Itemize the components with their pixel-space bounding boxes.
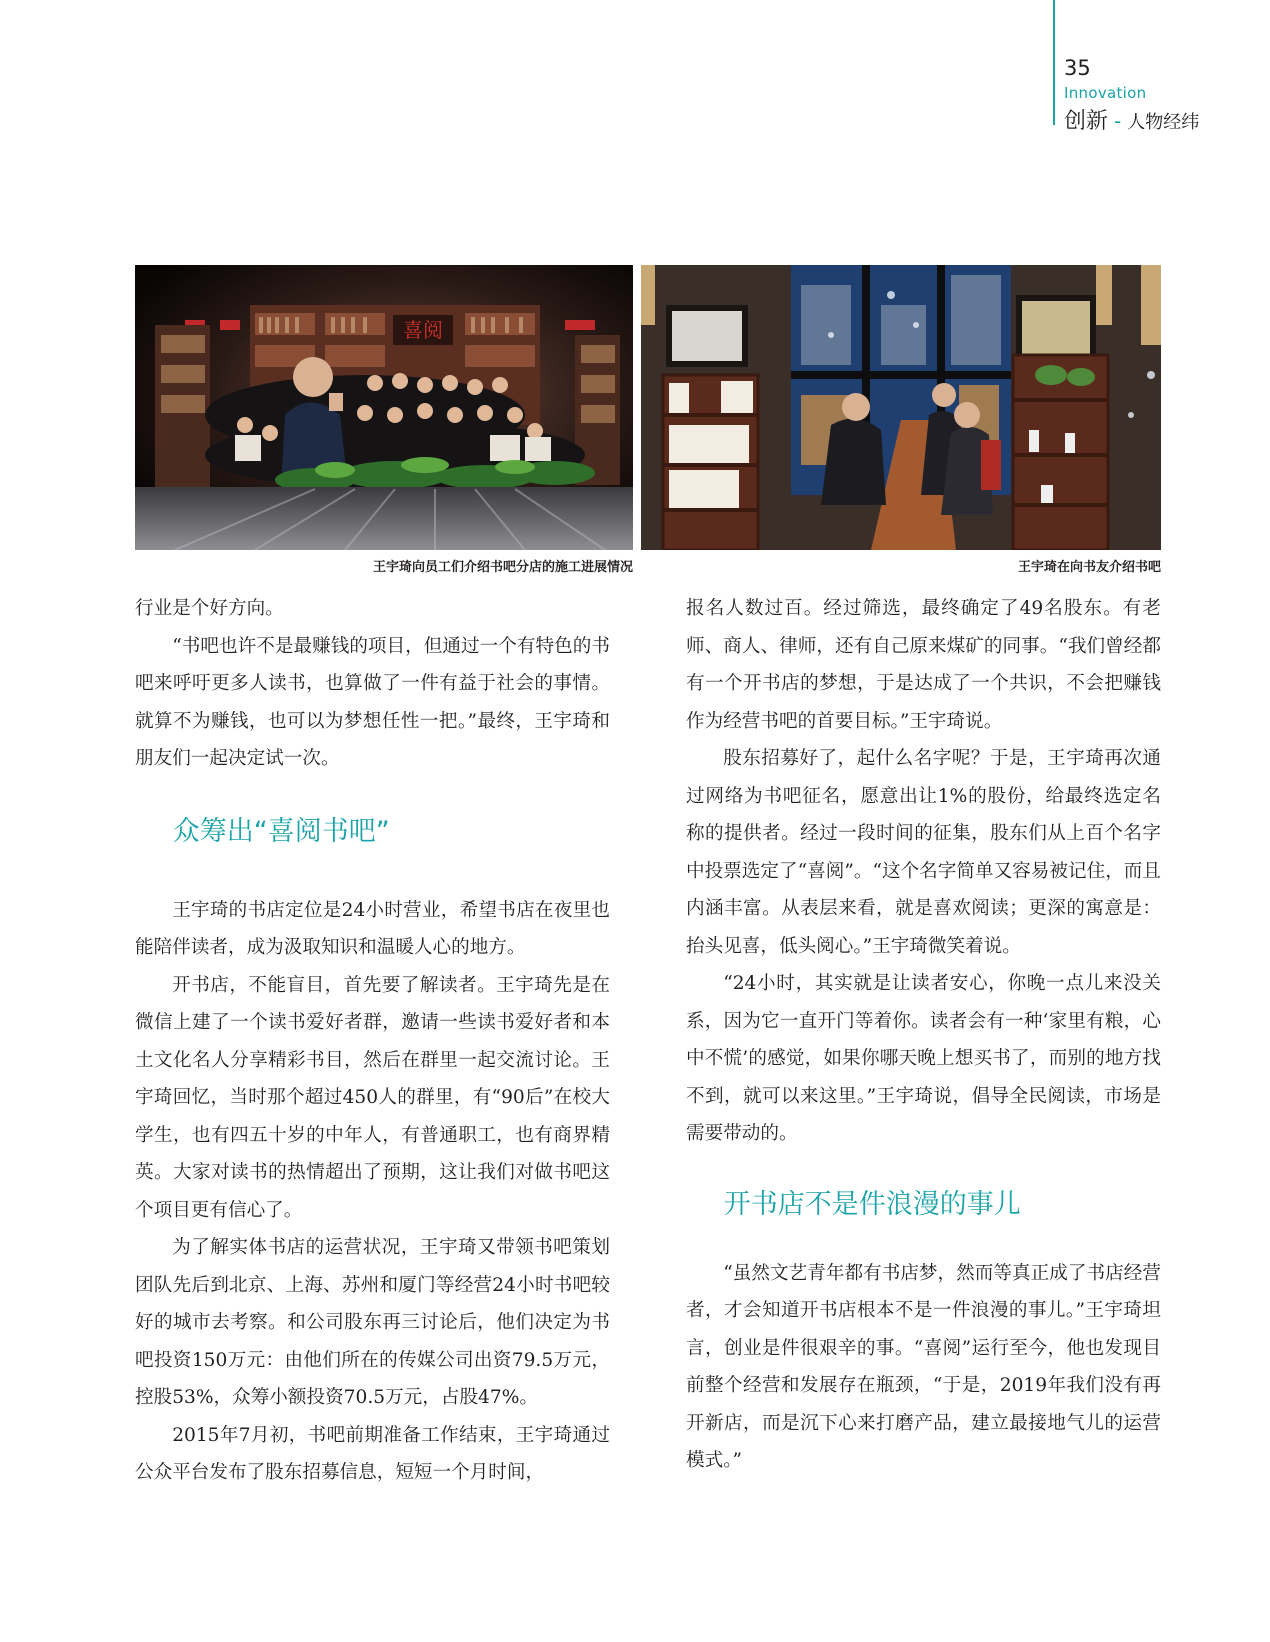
paragraph: 2015年7月初，书吧前期准备工作结束，王宇琦通过公众平台发布了股东招募信息，短短一个月时间，	[135, 1424, 610, 1483]
bookstore-sign-text: 喜阅	[403, 318, 443, 342]
article-column-right	[686, 590, 1161, 1480]
section-heading: 开书店不是件浪漫的事儿	[723, 1188, 1021, 1220]
photo-caption-2: 王宇琦在向书友介绍书吧	[1017, 560, 1161, 575]
page-number: 35	[1064, 56, 1091, 80]
paragraph: 行业是个好方向。	[135, 598, 284, 619]
photo-caption-1: 王宇琦向员工们介绍书吧分店的施工进展情况	[372, 560, 633, 575]
paragraph: “24小时，其实就是让读者安心，你晚一点儿来没关系，因为它一直开门等着你。读者会有一种‘家里有粮，心中不慌’的感觉，如果你哪天晚上想买书了，而别的地方找不到，就可以来这里。”王宇琦说，倡导全民阅读，市场是需要带动的。	[686, 973, 1161, 1144]
section-heading: 众筹出“喜阅书吧”	[172, 815, 390, 847]
section-cn: 创新	[1064, 109, 1109, 134]
paragraph: “书吧也许不是最赚钱的项目，但通过一个有特色的书吧来呼吁更多人读书，也算做了一件有益于社会的事情。就算不为赚钱，也可以为梦想任性一把。”最终，王宇琦和朋友们一起决定试一次。	[135, 635, 610, 769]
section-separator: -	[1114, 109, 1122, 133]
magazine-section-en: Innovation	[1064, 84, 1147, 102]
header-divider-line	[1053, 0, 1055, 125]
paragraph: “虽然文艺青年都有书店梦，然而等真正成了书店经营者，才会知道开书店根本不是一件浪漫的事儿。”王宇琦坦言，创业是件很艰辛的事。“喜阅”运行至今，他也发现目前整个经营和发展存在瓶颈，“于是，2019年我们没有再开新店，而是沉下心来打磨产品，建立最接地气儿的运营模式。”	[686, 1262, 1161, 1471]
subsection-cn: 人物经纬	[1127, 112, 1200, 133]
article-column-left	[135, 590, 610, 1492]
photo-book-friends	[641, 265, 1161, 550]
paragraph: 王宇琦的书店定位是24小时营业，希望书店在夜里也能陪伴读者，成为汲取知识和温暖人心的地方。	[135, 899, 610, 958]
photo-book-friends-illustration	[641, 265, 1161, 550]
paragraph: 报名人数过百。经过筛选，最终确定了49名股东。有老师、商人、律师，还有自己原来煤矿的同事。“我们曾经都有一个开书店的梦想，于是达成了一个共识，不会把赚钱作为经营书吧的首要目标。”王宇琦说。	[686, 598, 1161, 732]
photo-staff-meeting-illustration	[135, 265, 633, 550]
paragraph: 开书店，不能盲目，首先要了解读者。王宇琦先是在微信上建了一个读书爱好者群，邀请一些读书爱好者和本土文化名人分享精彩书目，然后在群里一起交流讨论。王宇琦回忆，当时那个超过450人的群里，有“90后”在校大学生，也有四五十岁的中年人，有普通职工，也有商界精英。大家对读书的热情超出了预期，这让我们对做书吧这个项目更有信心了。	[135, 974, 610, 1221]
paragraph: 为了解实体书店的运营状况，王宇琦又带领书吧策划团队先后到北京、上海、苏州和厦门等经营24小时书吧较好的城市去考察。和公司股东再三讨论后，他们决定为书吧投资150万元：由他们所在的传媒公司出资79.5万元，控股53%，众筹小额投资70.5万元，占股47%。	[135, 1237, 610, 1408]
section-title	[1064, 104, 1199, 135]
photo-staff-meeting	[135, 265, 633, 550]
paragraph: 股东招募好了，起什么名字呢？于是，王宇琦再次通过网络为书吧征名，愿意出让1%的股份，给最终选定名称的提供者。经过一段时间的征集，股东们从上百个名字中投票选定了“喜阅”。“这个名字简单又容易被记住，而且内涵丰富。从表层来看，就是喜欢阅读；更深的寓意是：抬头见喜，低头阅心。”王宇琦微笑着说。	[686, 748, 1161, 957]
